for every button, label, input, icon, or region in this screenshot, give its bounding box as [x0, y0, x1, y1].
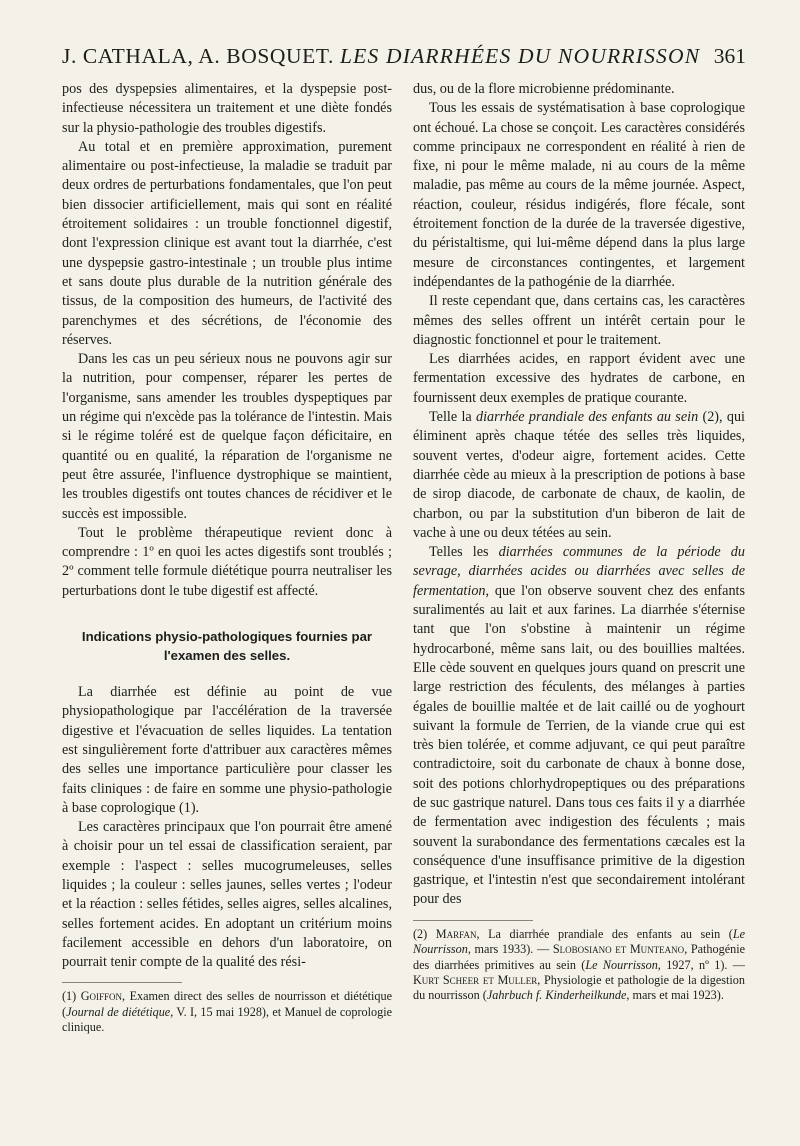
paragraph: La diarrhée est définie au point de vue physiopathologique par l'accélération de la traversée digestive et l'évacuation de selles liquides. La tentation est singulièrement forte d'attribuer aux caractères mêmes des selles une importance particulière pour classer les faits cliniques : de faire en somme une physio-pathologie à base coprologique (1). — [62, 684, 392, 816]
running-title — [62, 44, 700, 69]
paragraph: Il reste cependant que, dans certains cas, les caractères mêmes des selles offrent un intérêt certain pour le diagnostic fonctionnel et pour le traitement. — [413, 293, 745, 348]
paragraph: pos des dyspepsies alimentaires, et la dyspepsie post-infectieuse nécessitera un traitement et une diète fondés sur la physio-pathologie des troubles digestifs. — [62, 81, 392, 136]
paragraph: Tous les essais de systématisation à base coprologique ont échoué. La chose se conçoit. Les caractères considérés comme principaux ne correspondent en réalité à rien de fixe, ni pour le même malade, ni au cours de la même maladie, pas même au cours de la même journée. Aspect, réaction, couleur, résidus indigérés, flore fécale, sont étroitement fonction de la durée de la traversée digestive, du péristaltisme, qui lui-même dépend dans la plus large mesure de circonstances contingentes, et largement indépendantes de la pathogénie de la diarrhée. — [413, 100, 745, 290]
paragraph: Telles les diarrhées communes de la période du sevrage, diarrhées acides ou diarrhées avec selles de fermentation, que l'on observe souvent chez des enfants suralimentés au lait et aux farines. La diarrhée s'éternise tant que l'on s'obstine à maintenir un régime hydrocarboné, même sans lait, ou des bouillies maltées. Elle cède souvent en quelques jours quand on prescrit une large restriction des féculents, des mélanges à parties égales de bouillie maltée et de lait caillé ou de yoghourt suivant la formule de Terrien, de la viande crue qui est très bien tolérée, et comme adjuvant, ce qui peut paraître contradictoire, soit du carbonate de chaux à bonne dose, soit des potions chlorhydropeptiques ou des préparations de suc gastrique naturel. Dans tous ces faits il y a diarrhée de fermentation avec indigestion des féculents ; mais souvent la surabondance des fermentations cæcales est la conséquence d'une insuffisance primitive de la digestion gastrique, et l'intestin n'est que secondairement intolérant pour des — [413, 544, 745, 908]
footnote-rule — [62, 982, 182, 983]
paragraph: Les diarrhées acides, en rapport évident avec une fermentation excessive des hydrates de carbone, en fournissent deux exemples de pratique courante. — [413, 351, 745, 406]
paragraph: Telle la diarrhée prandiale des enfants au sein (2), qui éliminent après chaque tétée des selles très liquides, souvent vertes, d'odeur aigre, fortement acides. Cette diarrhée cède au mieux à la prescription de potions à base de sirop diacode, de carbonate de chaux, de kaolin, de charbon, ou par la substitution d'un biberon de lait de vache à une ou deux tétées au sein. — [413, 409, 745, 541]
emphasis: diarrhées communes de la période du sevrage, diarrhées acides ou diarrhées avec selles de fermentation — [413, 544, 745, 599]
footnote-2: (2) Marfan, La diarrhée prandiale des enfants au sein (Le Nourrisson, mars 1933). — Slobosiano et Munteano, Pathogénie des diarrhées primitives au sein (Le Nourrisson, 1927, nº 1). — Kurt Scheer et Muller, Physiologie et pathologie de la digestion du nourrisson (Jahrbuch f. Kinderheilkunde, mars et mai 1923). — [413, 926, 746, 1003]
right-column — [413, 80, 745, 1004]
section-heading-line-1: Indications physio-pathologiques fournies par — [81, 629, 373, 645]
footnote-author: Goiffon — [80, 989, 123, 1004]
left-column — [62, 80, 392, 1036]
footnote-1: (1) Goiffon, Examen direct des selles de nourrisson et diététique (Journal de diététique, V. I, 15 mai 1928), et Manuel de coprologie clinique. — [62, 989, 392, 1035]
page-number: 361 — [713, 44, 746, 68]
footnote-journal: Journal de diététique — [66, 1004, 171, 1019]
running-title-italic: LES DIARRHÉES DU NOURRISSON — [340, 44, 701, 68]
running-header — [62, 44, 746, 78]
footnote-rule — [413, 920, 533, 921]
paragraph: Tout le problème thérapeutique revient donc à comprendre : 1º en quoi les actes digestifs sont troublés ; 2º comment telle formule diététique pourra neutraliser les perturbations dont le tube digestif est affecté. — [62, 524, 392, 599]
paragraph: Dans les cas un peu sérieux nous ne pouvons agir sur la nutrition, pour compenser, réparer les pertes de l'organisme, sans amender les troubles dyspeptiques par un régime qui n'excède pas la tolérance de l'intestin. Mais si le régime toléré est de quelque façon déficitaire, en quantité ou en qualité, la réparation de l'organisme ne peut être assurée, l'influence dystrophique se maintient, les troubles digestifs ont toutes chances de récidiver et le succès est impossible. — [62, 351, 392, 522]
section-heading-line-2: l'examen des selles. — [163, 648, 291, 664]
running-title-authors: J. CATHALA, A. BOSQUET. — [62, 44, 335, 68]
paragraph: Les caractères principaux que l'on pourrait être amené à choisir pour un tel essai de classification seraient, par exemple : l'aspect : selles mucogrumeleuses, selles liquides ; la couleur : selles jaunes, selles vertes ; l'odeur et la réaction : selles fétides, selles aigres, selles alcalines, selles fortement acides. En adoptant un critérium moins facilement accessible en dehors d'un laboratoire, on pourrait tenir compte de la qualité des rési- — [62, 819, 392, 971]
emphasis: diarrhée prandiale des enfants au sein — [475, 409, 699, 426]
paragraph: Au total et en première approximation, purement alimentaire ou post-infectieuse, la maladie se traduit par deux ordres de perturbations fondamentales, que l'on peut bien dissocier artificiellement, mais qui sont en réalité étroitement solidaires : un trouble fonctionnel digestif, dont l'expression clinique est avant tout la diarrhée, c'est une dyspepsie gastro-intestinale ; un trouble plus intime et sans doute plus durable de la nutrition générale des tissus, de la composition des humeurs, de l'activité des parenchymes et des sécrétions, de l'économie des réserves. — [62, 138, 392, 348]
paragraph: dus, ou de la flore microbienne prédominante. — [413, 81, 675, 97]
